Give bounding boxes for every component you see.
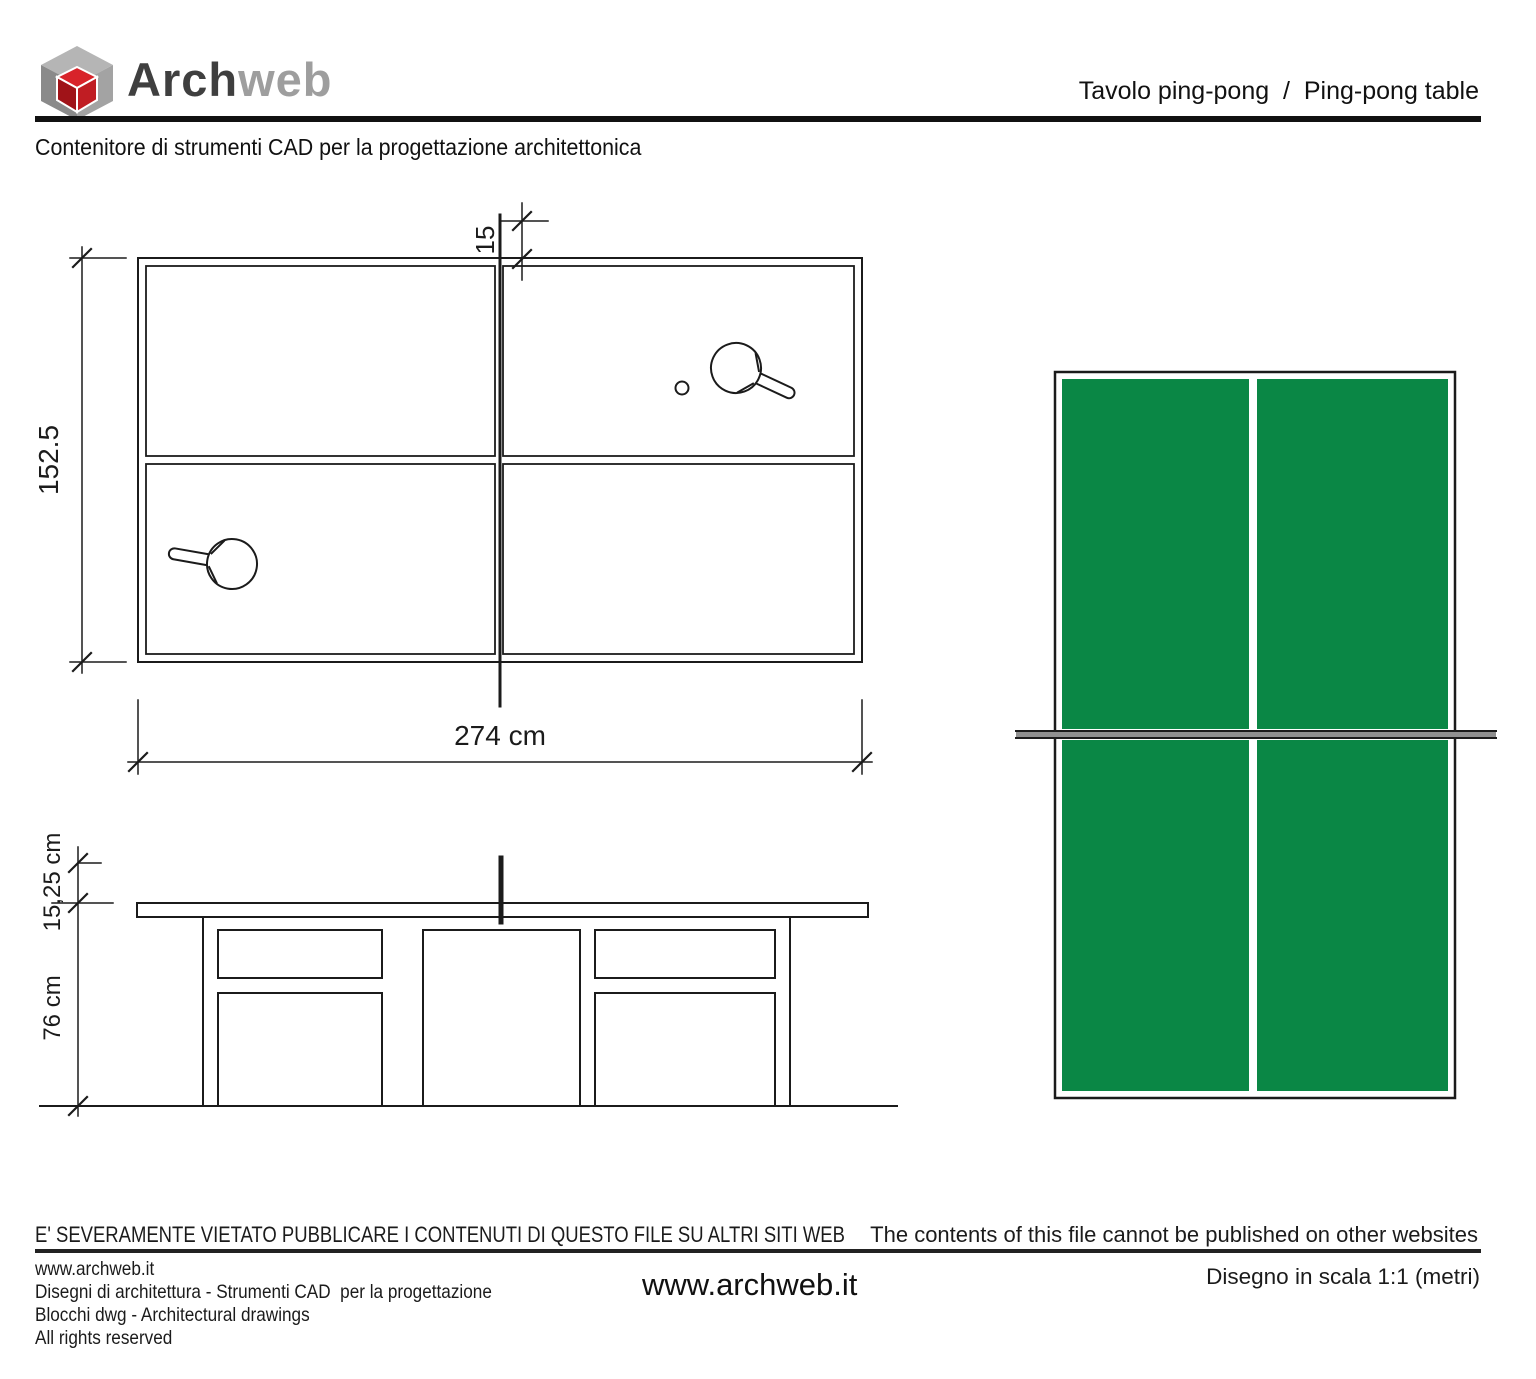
- brand-wordmark[interactable]: [127, 52, 333, 107]
- plan-dim-net-overhang: [500, 203, 548, 280]
- brand-arch: Arch: [127, 53, 239, 106]
- elevation-right-panel-lower: [595, 993, 775, 1106]
- footer-info-line-1[interactable]: www.archweb.it: [35, 1258, 155, 1280]
- plan-quadrant-bottom-right: [503, 464, 854, 654]
- plan-quadrant-top-right: [503, 266, 854, 456]
- elevation-left-panel-lower: [218, 993, 382, 1106]
- copyright-warning-italian: E' SEVERAMENTE VIETATO PUBBLICARE I CONTENUTI DI QUESTO FILE SU ALTRI SITI WEB: [35, 1222, 845, 1247]
- elevation-dim-net-height-label: 15,25 cm: [39, 832, 66, 932]
- brand-web: web: [238, 53, 333, 106]
- paddle-top-right: [703, 335, 805, 418]
- footer-divider: [35, 1249, 1481, 1253]
- paddle-bottom-left: [165, 528, 261, 593]
- top-view-green-top-left: [1062, 379, 1249, 729]
- plan-quadrant-top-left: [146, 266, 495, 456]
- header-divider: [35, 116, 1481, 122]
- elevation-right-panel-upper: [595, 930, 775, 978]
- top-view-green-top-right: [1257, 379, 1448, 729]
- ball-icon: [676, 382, 689, 395]
- top-view-green: [1016, 372, 1496, 1098]
- archweb-logo-icon: [33, 44, 121, 122]
- footer-website-link[interactable]: www.archweb.it: [642, 1267, 858, 1302]
- scale-note: Disegno in scala 1:1 (metri): [1206, 1264, 1480, 1289]
- top-view-green-bottom-left: [1062, 740, 1249, 1091]
- elevation-center-panel: [423, 930, 580, 1106]
- cad-drawing: [0, 180, 1536, 1220]
- top-view-green-bottom-right: [1257, 740, 1448, 1091]
- top-view-net-band: [1016, 732, 1496, 737]
- footer-info-line-2: Disegni di architettura - Strumenti CAD per la progettazione: [35, 1281, 492, 1303]
- elevation-left-panel-upper: [218, 930, 382, 978]
- elevation-dim-table-height-label: 76 cm: [39, 975, 66, 1041]
- footer-info-line-3: Blocchi dwg - Architectural drawings: [35, 1304, 310, 1326]
- page-subtitle: Contenitore di strumenti CAD per la progettazione architettonica: [35, 134, 642, 160]
- page-title: Tavolo ping-pong / Ping-pong table: [1078, 77, 1479, 105]
- copyright-warning-english: The contents of this file cannot be published on other websites: [870, 1222, 1478, 1247]
- plan-dim-net-overhang-label: 15: [470, 225, 500, 255]
- plan-dim-width: [70, 247, 126, 673]
- plan-dim-length-label: 274 cm: [454, 720, 546, 751]
- plan-dim-width-label: 152.5: [33, 424, 64, 496]
- footer-info-block: [35, 1258, 554, 1350]
- elevation-view: [39, 833, 897, 1116]
- plan-view: [33, 203, 872, 774]
- footer-info-line-4: All rights reserved: [35, 1327, 173, 1349]
